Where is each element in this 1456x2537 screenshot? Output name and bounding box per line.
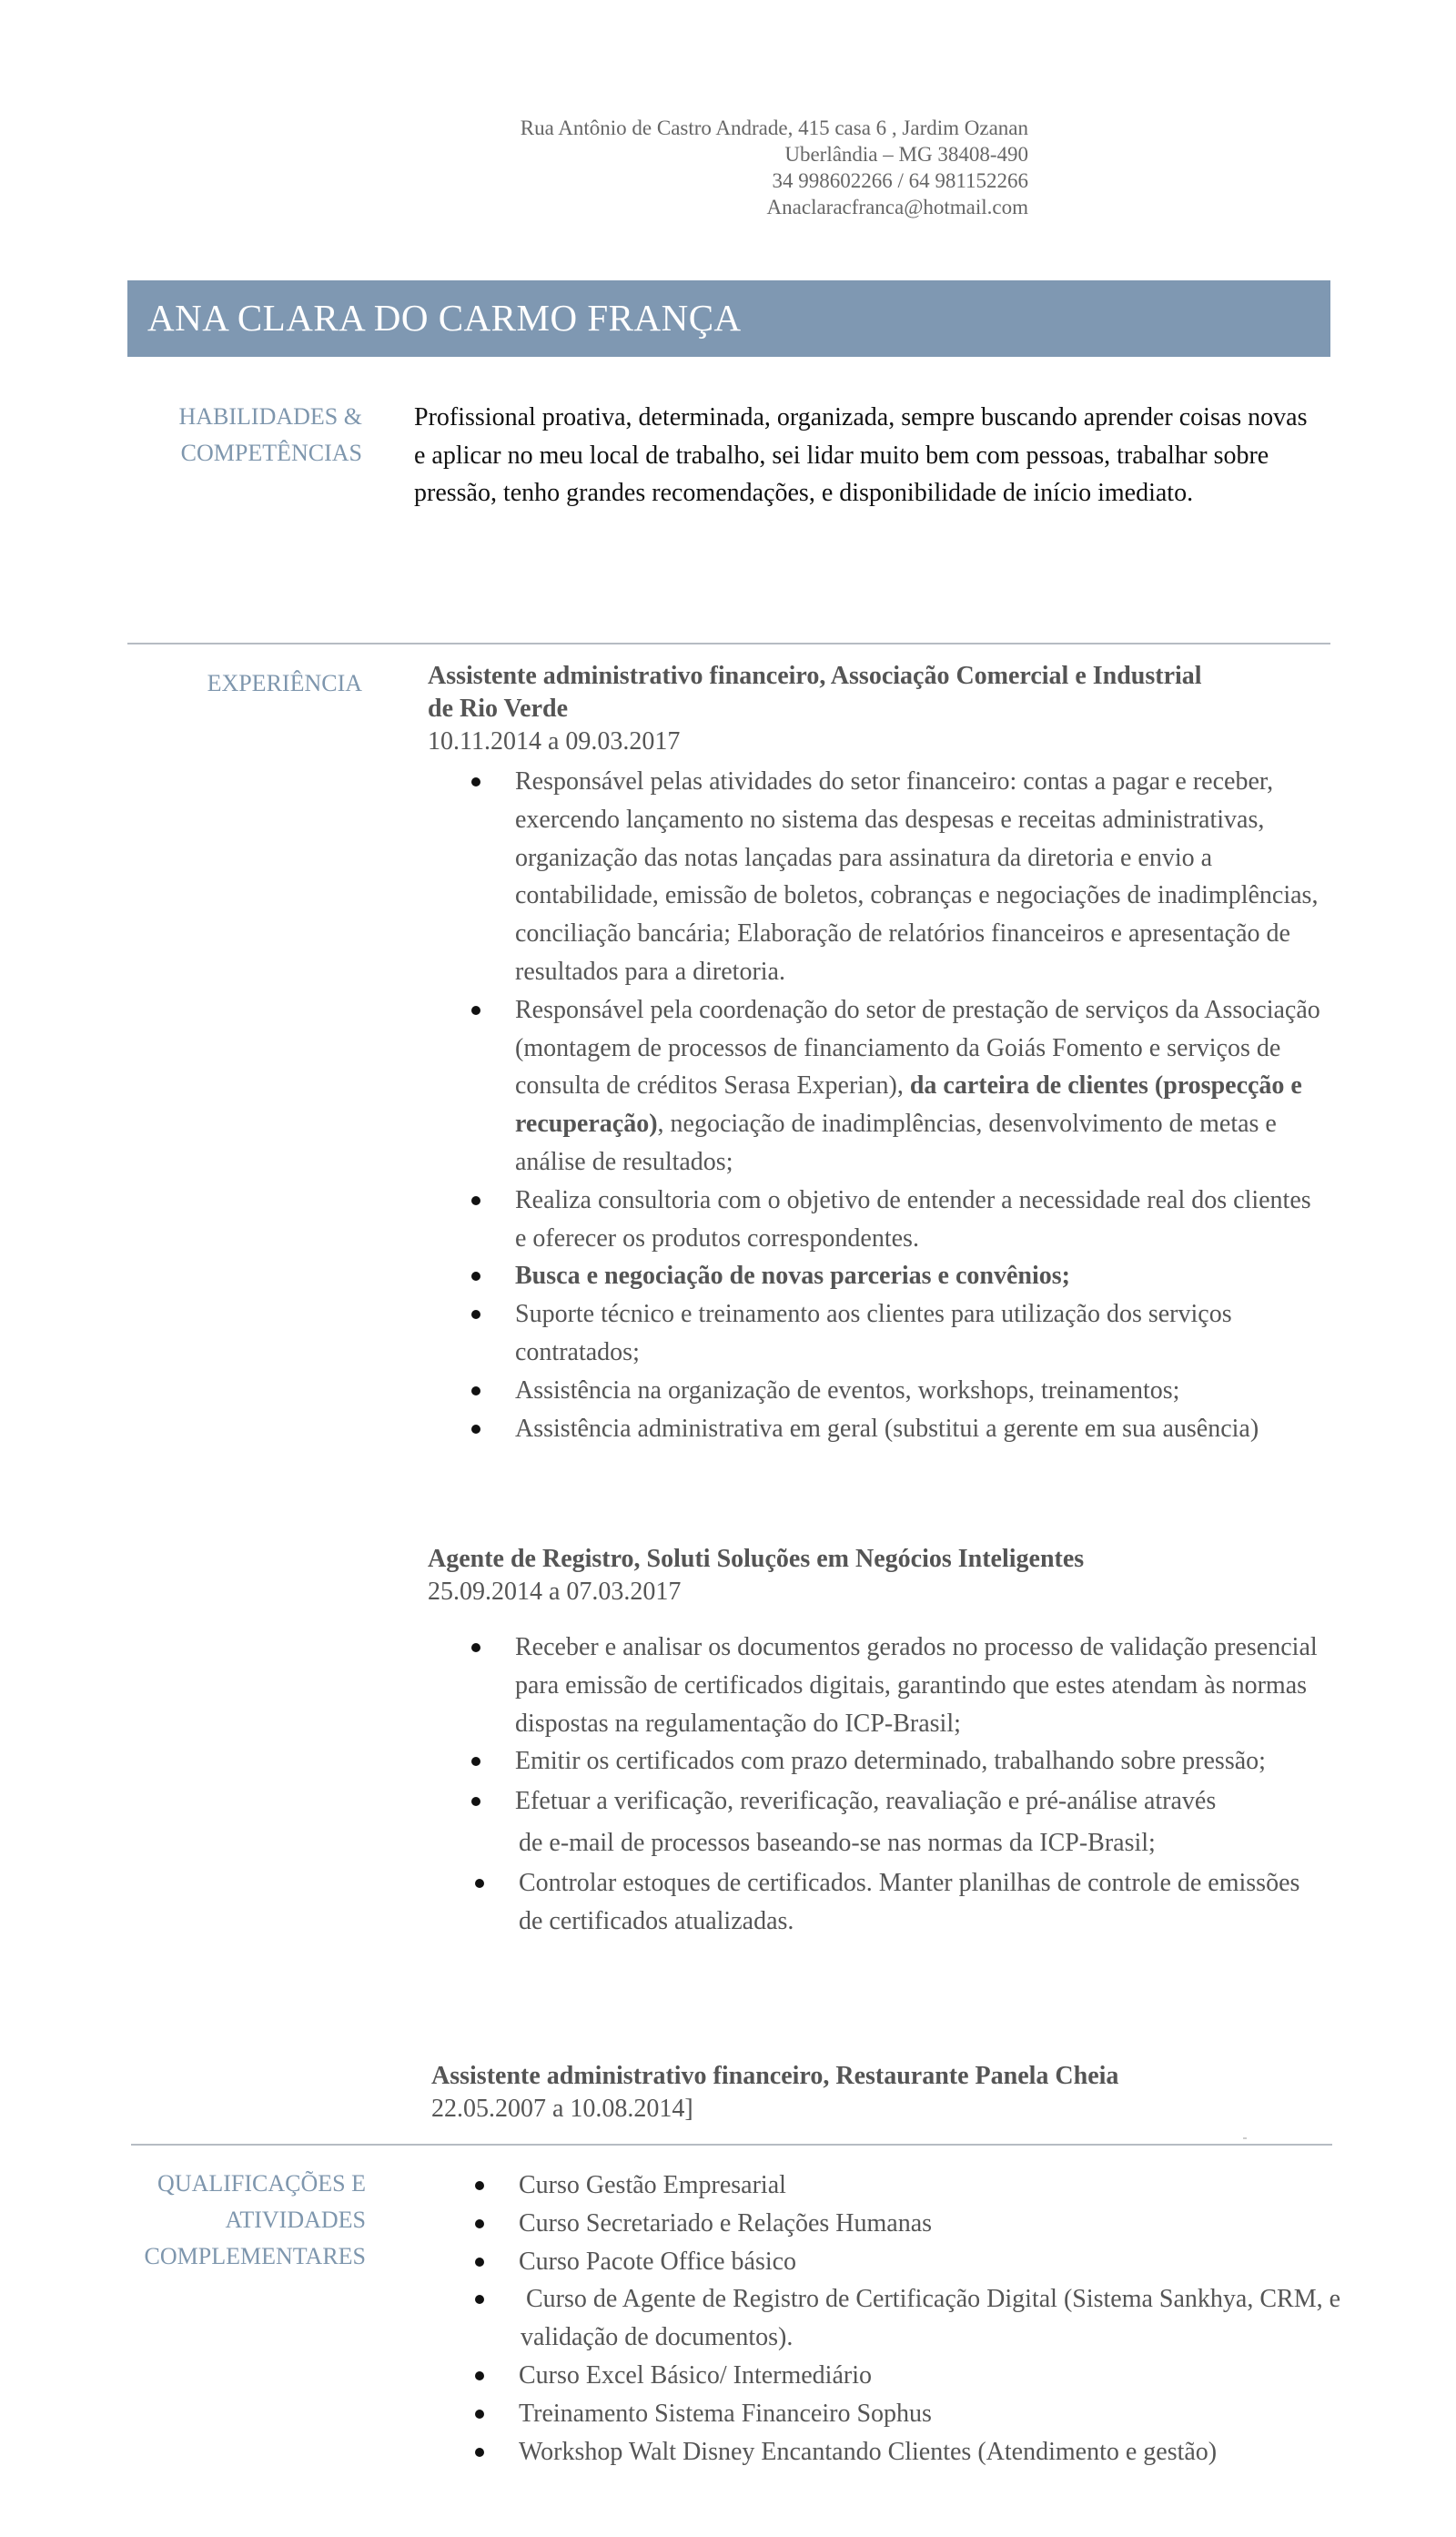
section-divider bbox=[131, 2144, 1332, 2146]
job-entry bbox=[428, 1543, 1329, 1941]
list-item: Assistência administrativa em geral (substitui a gerente em sua ausência) bbox=[428, 1410, 1329, 1448]
bullet-icon bbox=[475, 1879, 484, 1888]
qualifications-label-line2: ATIVIDADES bbox=[225, 2207, 366, 2233]
job-duties-list bbox=[428, 1629, 1329, 1941]
list-item: Responsável pela coordenação do setor de prestação de serviços da Associação (montagem de processos de financiamento da Goiás Fomento e serviços de consulta de créditos Serasa Experian), da carteira de clientes (prospecção e recuperação), negociação de inadimplências, desenvolvimento de metas e análise de resultados; bbox=[428, 991, 1329, 1182]
bullet-icon bbox=[475, 2181, 484, 2190]
contact-email: Anaclaracfranca@hotmail.com bbox=[766, 196, 1028, 218]
bullet-icon bbox=[471, 1643, 480, 1652]
small-mark bbox=[1243, 2137, 1247, 2139]
contact-phones: 34 998602266 / 64 981152266 bbox=[772, 169, 1028, 192]
qualifications-label-line3: COMPLEMENTARES bbox=[144, 2243, 366, 2269]
list-item: Suporte técnico e treinamento aos clientes para utilização dos serviços contratados; bbox=[428, 1295, 1329, 1372]
list-item: Efetuar a verificação, reverificação, reavaliação e pré-análise através de e-mail de processos baseando-se nas normas da ICP-Brasil; bbox=[428, 1781, 1329, 1864]
list-item: Controlar estoques de certificados. Manter planilhas de controle de emissões de certificados atualizadas. bbox=[428, 1864, 1329, 1941]
job-dates: 10.11.2014 a 09.03.2017 bbox=[428, 727, 681, 756]
name-banner bbox=[127, 280, 1330, 357]
list-item: Assistência na organização de eventos, workshops, treinamentos; bbox=[428, 1372, 1329, 1410]
bullet-icon bbox=[475, 2219, 484, 2228]
qualifications-section-label bbox=[127, 2166, 366, 2275]
bullet-icon bbox=[471, 1272, 480, 1281]
bullet-icon bbox=[475, 2258, 484, 2267]
list-item: Emitir os certificados com prazo determinado, trabalhando sobre pressão; bbox=[428, 1742, 1329, 1781]
skills-section-label bbox=[127, 399, 362, 472]
list-item: Curso Excel Básico/ Intermediário bbox=[431, 2357, 1341, 2395]
bullet-icon bbox=[475, 2410, 484, 2419]
job-duties-list bbox=[428, 763, 1329, 1447]
bullet-icon bbox=[471, 1310, 480, 1319]
list-item: Treinamento Sistema Financeiro Sophus bbox=[431, 2395, 1341, 2433]
skills-summary: Profissional proativa, determinada, organizada, sempre buscando aprender coisas novas e aplicar no meu local de trabalho, sei lidar muito bem com pessoas, trabalhar sobre pressão, tenho grandes recomendações, e disponibilidade de início imediato. bbox=[414, 403, 1308, 507]
skills-label-line2: COMPETÊNCIAS bbox=[180, 440, 362, 466]
bullet-icon bbox=[471, 1425, 480, 1434]
job-dates: 22.05.2007 a 10.08.2014] bbox=[431, 2095, 693, 2123]
bullet-icon bbox=[471, 1797, 480, 1806]
job-title: Agente de Registro, Soluti Soluções em Negócios Inteligentes bbox=[428, 1545, 1085, 1573]
bullet-icon bbox=[475, 2448, 484, 2457]
experience-section-label: EXPERIÊNCIA bbox=[207, 670, 362, 696]
bullet-icon bbox=[471, 777, 480, 786]
list-item: Curso Gestão Empresarial bbox=[431, 2167, 1341, 2205]
job-dates: 25.09.2014 a 07.03.2017 bbox=[428, 1578, 682, 1606]
bullet-icon bbox=[471, 1386, 480, 1395]
job-title: Assistente administrativo financeiro, Restaurante Panela Cheia bbox=[431, 2062, 1119, 2090]
list-item: Curso de Agente de Registro de Certificação Digital (Sistema Sankhya, CRM, e validação de documentos). bbox=[431, 2280, 1341, 2357]
qualifications-list bbox=[431, 2167, 1341, 2471]
job-entry bbox=[428, 660, 1329, 1447]
qualifications-list-container bbox=[431, 2167, 1341, 2471]
bullet-icon bbox=[475, 2371, 484, 2380]
list-item: Workshop Walt Disney Encantando Clientes (Atendimento e gestão) bbox=[431, 2433, 1341, 2471]
contact-block bbox=[521, 115, 1028, 220]
list-item: Responsável pelas atividades do setor financeiro: contas a pagar e receber, exercendo lançamento no sistema das despesas e receitas administrativas, organização das notas lançadas para assinatura da diretoria e envio a contabilidade, emissão de boletos, cobranças e negociações de inadimplências, conciliação bancária; Elaboração de relatórios financeiros e apresentação de resultados para a diretoria. bbox=[428, 763, 1329, 991]
candidate-name: ANA CLARA DO CARMO FRANÇA bbox=[147, 297, 742, 339]
list-item: Receber e analisar os documentos gerados no processo de validação presencial para emissão de certificados digitais, garantindo que estes atendam às normas dispostas na regulamentação do ICP-Brasil; bbox=[428, 1629, 1329, 1742]
list-item: Realiza consultoria com o objetivo de entender a necessidade real dos clientes e oferecer os produtos correspondentes. bbox=[428, 1182, 1329, 1258]
section-divider bbox=[127, 643, 1330, 644]
skills-label-line1: HABILIDADES & bbox=[178, 403, 362, 430]
job-title-line: de Rio Verde bbox=[428, 695, 568, 723]
list-item: Curso Pacote Office básico bbox=[431, 2243, 1341, 2281]
job-entry bbox=[431, 2060, 1332, 2126]
list-item: Busca e negociação de novas parcerias e convênios; bbox=[428, 1257, 1329, 1295]
bullet-icon bbox=[475, 2295, 484, 2304]
qualifications-label-line1: QUALIFICAÇÕES E bbox=[157, 2170, 366, 2197]
bullet-icon bbox=[471, 1196, 480, 1205]
contact-city: Uberlândia – MG 38408-490 bbox=[784, 143, 1028, 166]
job-title-line: Assistente administrativo financeiro, Associação Comercial e Industrial bbox=[428, 662, 1202, 690]
contact-address: Rua Antônio de Castro Andrade, 415 casa 6 , Jardim Ozanan bbox=[520, 117, 1028, 139]
bullet-icon bbox=[471, 1006, 480, 1015]
list-item: Curso Secretariado e Relações Humanas bbox=[431, 2205, 1341, 2243]
bullet-icon bbox=[471, 1757, 480, 1766]
